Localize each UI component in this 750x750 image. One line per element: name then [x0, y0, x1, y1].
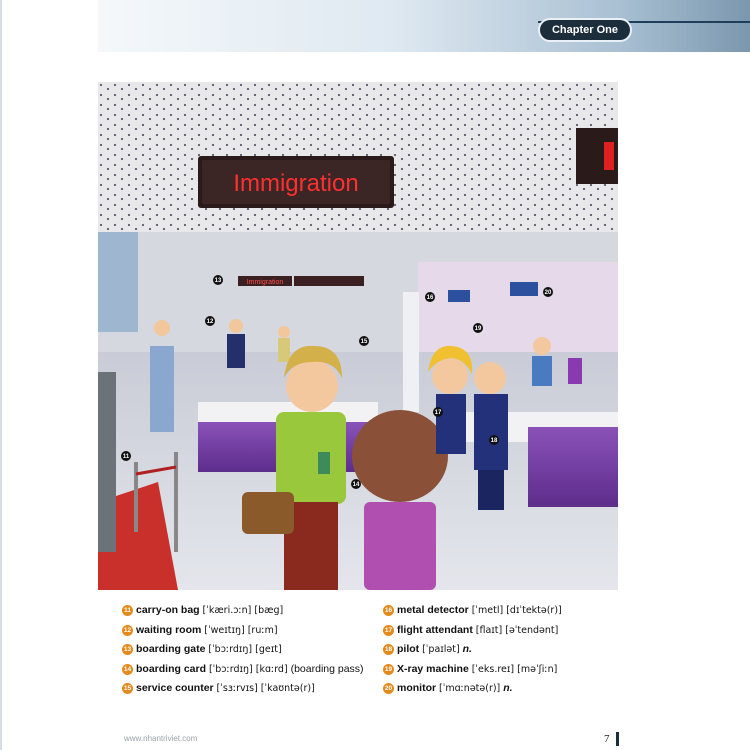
vocab-pronunciation: [ˈkæri.ɔːn] [bæg] [202, 605, 284, 616]
vocab-number: 18 [384, 646, 393, 653]
vocab-item [383, 622, 633, 642]
marker-12-label: 12 [206, 319, 214, 325]
marker-11-label: 11 [122, 454, 130, 460]
vocab-word: service counter [136, 682, 214, 694]
marker-14-label: 14 [352, 482, 360, 488]
vocab-pronunciation: [ˈbɔːrdɪŋ] [kɑːrd] [208, 663, 288, 675]
suitcase-right [568, 358, 582, 384]
vocab-number: 13 [123, 646, 132, 653]
flight-attendant-body [436, 394, 466, 454]
marker-17-label: 17 [434, 410, 442, 416]
traveler-right-head [533, 337, 551, 355]
vocab-item [383, 602, 633, 622]
flight-attendant-head [432, 358, 468, 394]
traveler-bg2-head [278, 326, 290, 338]
woman-head [286, 360, 338, 412]
vocab-item [383, 680, 633, 700]
traveler-bg-head [229, 319, 243, 333]
pilot-head [474, 362, 506, 394]
vocab-number: 15 [123, 685, 132, 692]
airport-scene [98, 82, 618, 590]
vocab-word: carry-on bag [136, 604, 200, 616]
page-number-bar [616, 732, 619, 746]
vocab-word: monitor [397, 682, 437, 694]
vocab-item [122, 622, 372, 642]
vocab-pronunciation: [ˈsɜːrvɪs] [ˈkaʊntə(r)] [216, 683, 315, 694]
traveler-bg-body [227, 334, 245, 368]
vocab-number: 11 [122, 605, 133, 616]
vocab-pronunciation: [ˈpaɪlət] [422, 644, 460, 655]
marker-15-label: 15 [360, 339, 368, 345]
vocab-number: 12 [123, 626, 132, 634]
vocab-part-of-speech: n. [462, 643, 472, 655]
airport-illustration [98, 82, 618, 590]
traveler-left-body [150, 346, 174, 432]
page-edge-strip [0, 0, 2, 750]
vocab-word: metal detector [397, 604, 469, 616]
footer-url: www.nhantriviet.com [124, 734, 198, 743]
vocab-word: boarding gate [136, 643, 206, 655]
page-number: 7 [604, 733, 610, 745]
right-wall [418, 262, 618, 352]
vocab-word: flight attendant [397, 623, 473, 636]
vocab-word: X-ray machine [397, 662, 469, 675]
vocab-number: 14 [123, 665, 132, 673]
vocab-number: 16 [384, 607, 393, 614]
pilot-body [474, 394, 508, 470]
carry-on-bag [242, 492, 294, 534]
vocab-number: 19 [384, 665, 393, 673]
vocab-number: 17 [384, 626, 393, 634]
small-immigration-sign-text: Immigration [246, 279, 284, 286]
vocab-item [122, 661, 372, 681]
vocab-pronunciation: [ˈbɔːrdɪŋ] [geɪt] [208, 644, 282, 655]
vocab-pronunciation: [ˈweɪtɪŋ] [ruːm] [204, 624, 278, 636]
vocab-part-of-speech: n. [503, 682, 513, 694]
girl-hair [352, 410, 448, 502]
pillar [403, 292, 419, 412]
vocab-list-left [122, 602, 372, 700]
marker-16-label: 16 [426, 295, 434, 301]
pilot-legs [478, 470, 504, 510]
chapter-tab: Chapter One [540, 20, 630, 40]
small-sign-2 [294, 276, 364, 286]
marker-18-label: 18 [490, 438, 498, 444]
traveler-left-head [154, 320, 170, 336]
header-band [98, 0, 750, 52]
service-counter-right [528, 427, 618, 507]
vocab-pronunciation: [flaɪt] [əˈtendənt] [475, 624, 559, 636]
vocab-word: waiting room [136, 623, 202, 636]
monitor-screen-1 [448, 290, 470, 302]
vocab-list-right [383, 602, 633, 700]
vocab-item [383, 641, 633, 661]
vocab-item [383, 661, 633, 681]
vocab-pronunciation: [ˈmɑːnətə(r)] [439, 683, 501, 694]
girl-dress [364, 502, 436, 590]
traveler-bg2-body [278, 338, 290, 362]
marker-13-label: 13 [214, 278, 222, 284]
vocab-word: boarding card [136, 662, 207, 675]
marker-19-label: 19 [474, 326, 482, 332]
vocab-item [122, 680, 372, 700]
traveler-right-body [532, 356, 552, 386]
vocab-word: pilot [397, 643, 420, 655]
sign-right-letter [604, 142, 614, 170]
vocab-pronunciation: [ˈmetl] [dɪˈtektə(r)] [471, 605, 562, 616]
vocab-note: (boarding pass) [290, 662, 364, 675]
vocab-number: 20 [384, 685, 393, 692]
immigration-sign-text: Immigration [233, 170, 359, 197]
boarding-card [318, 452, 330, 474]
x-ray-machine [98, 372, 116, 552]
vocab-pronunciation: [ˈeks.reɪ] [məˈʃiːn] [471, 663, 558, 675]
marker-20-label: 20 [544, 290, 552, 296]
vocab-item [122, 602, 372, 622]
woman-blouse [276, 412, 346, 504]
vocab-item [122, 641, 372, 661]
monitor-screen-2 [510, 282, 538, 296]
window-left [98, 232, 138, 332]
